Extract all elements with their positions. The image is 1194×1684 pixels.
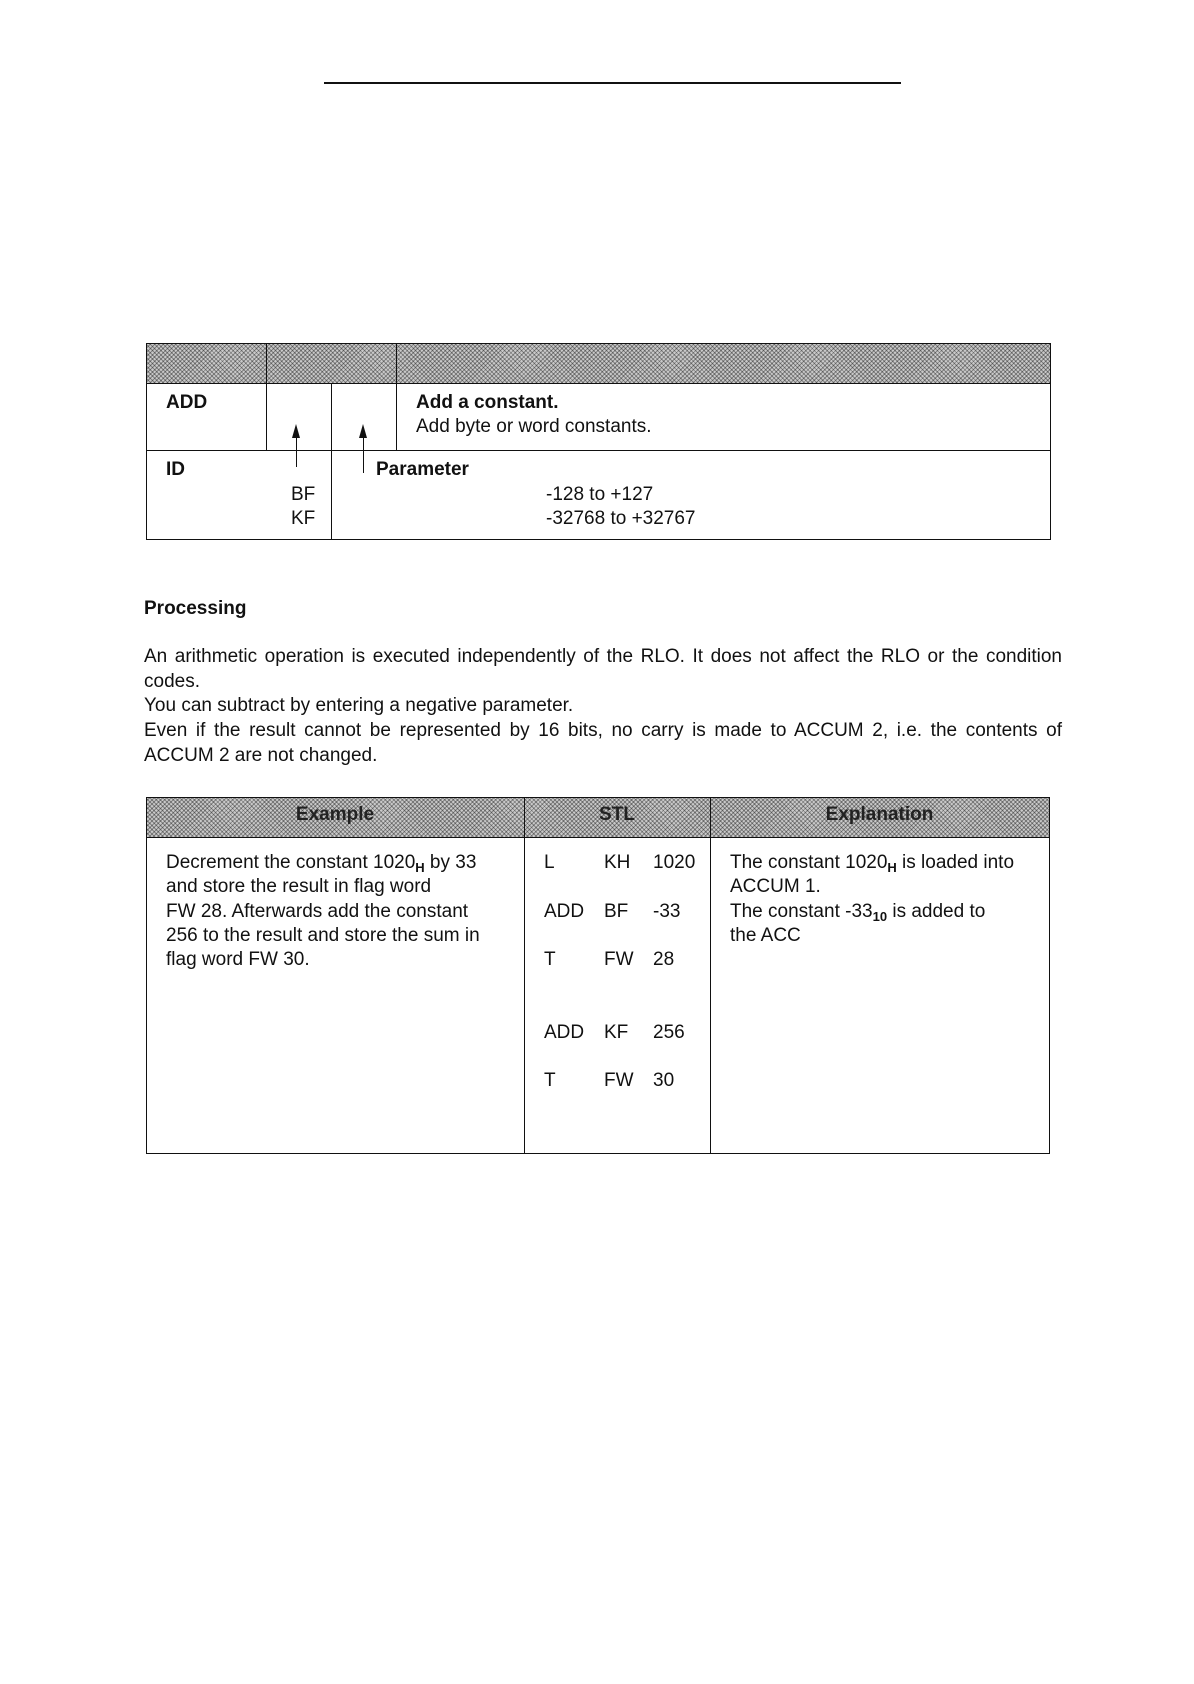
stl-op: L [544, 852, 555, 873]
operation-table-header [146, 343, 1050, 383]
stl-value: 256 [653, 1022, 685, 1043]
param-range: -32768 to +32767 [546, 508, 696, 529]
stl-value: 30 [653, 1070, 675, 1091]
example-column-header: Example [295, 804, 375, 825]
top-rule [324, 82, 901, 84]
stl-value: 28 [653, 949, 675, 970]
stl-op: T [544, 949, 556, 970]
parameter-label: Parameter [376, 459, 469, 480]
param-id: BF [291, 484, 316, 505]
operation-title: Add a constant. [416, 392, 559, 413]
mnemonic: ADD [166, 392, 208, 413]
example-line: and store the result in flag word [166, 876, 432, 897]
example-line: Decrement the constant $1020_H$ by 33 [166, 852, 477, 875]
stl-type: FW [604, 949, 634, 970]
stl-op: T [544, 1070, 556, 1091]
stl-op: ADD [544, 901, 585, 922]
stl-column-header: STL [599, 804, 635, 825]
stl-value: 1020 [653, 852, 696, 873]
processing-paragraph: You can subtract by entering a negative parameter. [144, 695, 574, 716]
example-line: 256 to the result and store the sum in [166, 925, 480, 946]
stl-type: FW [604, 1070, 634, 1091]
stl-type: KF [604, 1022, 629, 1043]
stl-type: BF [604, 901, 629, 922]
explanation-line: The constant $-33_{10}$ is added to [730, 901, 986, 924]
explanation-line: the ACC [730, 925, 801, 946]
id-label: ID [166, 459, 185, 480]
stl-op: ADD [544, 1022, 585, 1043]
processing-paragraph: An arithmetic operation is executed independently of the RLO. It does not affect the RLO or the condition codes. [144, 646, 1062, 692]
param-range: -128 to +127 [546, 484, 654, 505]
stl-value: -33 [653, 901, 681, 922]
explanation-line: ACCUM 1. [730, 876, 821, 897]
processing-paragraph: Even if the result cannot be represented by 16 bits, no carry is made to ACCUM 2, i.e. the contents of ACCUM 2 are not changed. [144, 720, 1062, 766]
explanation-column-header: Explanation [825, 804, 934, 825]
operation-description: Add byte or word constants. [416, 416, 652, 437]
example-line: FW 28. Afterwards add the constant [166, 901, 469, 922]
example-line: flag word FW 30. [166, 949, 310, 970]
explanation-line: The constant $1020_H$ is loaded into [730, 852, 1015, 875]
param-id: KF [291, 508, 316, 529]
processing-heading: Processing [144, 598, 247, 619]
stl-type: KH [604, 852, 631, 873]
